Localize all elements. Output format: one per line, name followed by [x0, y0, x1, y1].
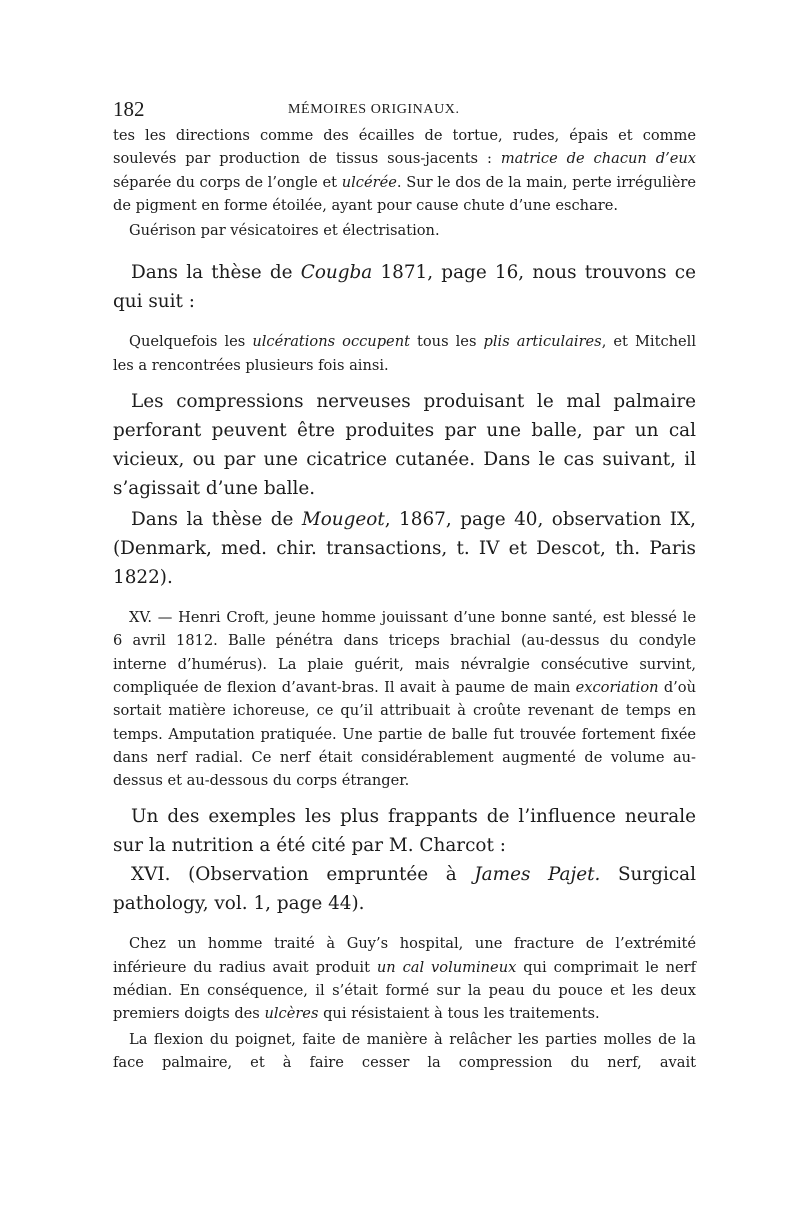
text-run: qui comprimait le nerf médian. En conséquence, il s’était formé sur la peau du pouce et les deux premiers doigts des: [113, 958, 696, 1023]
text-run: séparée du corps de l’ongle et: [113, 173, 342, 191]
italic-text-run: Mougeot: [301, 509, 385, 531]
italic-text-run: James Pajet.: [474, 864, 601, 886]
observation-xv: [113, 606, 696, 792]
paragraph-cougba-thesis: [113, 258, 696, 316]
paragraph-ulcerations-quote: [113, 330, 696, 377]
italic-text-run: matrice de chacun d’eux: [500, 150, 696, 168]
paragraph-healing: [113, 219, 696, 242]
text-run: Un des exemples les plus frappants de l’influence neurale sur la nutrition a été cité par M. Charcot :: [113, 806, 696, 857]
observation-xvi-case: [113, 932, 696, 1025]
paragraph-charcot-example: [113, 802, 696, 860]
italic-text-run: excoriation: [575, 678, 659, 696]
text-run: d’où sortait matière ichoreuse, ce qu’il attribuait à croûte revenant de temps en temps. Amputation pratiquée. Une partie de balle fut trouvée fortement fixée dans nerf radial. Ce nerf était considérablement augmenté de volume au-dessus et au-dessous du corps étranger.: [113, 678, 696, 790]
page-number: 182: [113, 97, 145, 121]
text-run: Surgical pathology, vol. 1, page 44).: [113, 864, 696, 915]
text-run: Quelquefois les: [129, 333, 253, 351]
italic-text-run: un cal volumineux: [376, 958, 517, 976]
paragraph-mougeot-thesis: [113, 505, 696, 592]
text-run: Guérison par vésicatoires et électrisation.: [129, 222, 440, 240]
text-run: 1871, page 16, nous trouvons ce qui suit :: [113, 262, 696, 313]
text-run: XVI. (Observation empruntée à: [131, 864, 475, 886]
observation-xvi-heading: [113, 860, 696, 918]
paragraph-nerve-compressions: [113, 387, 696, 503]
text-run: La flexion du poignet, faite de manière à relâcher les parties molles de la face palmaire, et à faire cesser la compression du nerf, avait: [113, 1030, 696, 1071]
paragraph-nail-description: [113, 124, 696, 217]
italic-text-run: plis articulaires: [483, 333, 602, 351]
text-run: qui résistaient à tous les traitements.: [318, 1005, 600, 1023]
text-run: , 1867, page 40, observation IX, (Denmark, med. chir. transactions, t. IV et Descot, th. Paris 1822).: [113, 509, 696, 589]
text-run: , et Mitchell les a rencontrées plusieurs fois ainsi.: [113, 333, 696, 374]
italic-text-run: ulcérée: [341, 173, 397, 191]
text-run: XV. — Henri Croft, jeune homme jouissant d’une bonne santé, est blessé le 6 avril 1812. Balle pénétra dans triceps brachial (au-dessus du condyle interne d’humérus). La plaie guérit, mais névralgie consécutive survint, compliquée de flexion d’avant-bras. Il avait à paume de main: [113, 609, 696, 696]
text-run: . Sur le dos de la main, perte irrégulière de pigment en forme étoilée, ayant pour cause chute d’une eschare.: [113, 173, 696, 214]
italic-text-run: ulcères: [264, 1005, 319, 1023]
page-header: [113, 96, 696, 122]
italic-text-run: ulcérations occupent: [252, 333, 410, 351]
text-run: Chez un homme traité à Guy’s hospital, une fracture de l’extrémité inférieure du radius avait produit: [113, 935, 696, 976]
text-run: tes les directions comme des écailles de tortue, rudes, épais et comme soulevés par production de tissus sous-jacents :: [113, 127, 696, 168]
book-page: [113, 96, 696, 1074]
text-run: Dans la thèse de: [131, 262, 301, 284]
text-run: tous les: [409, 333, 484, 351]
italic-text-run: Cougba: [300, 262, 373, 284]
text-run: Dans la thèse de: [131, 509, 302, 531]
running-title: MÉMOIRES ORIGINAUX.: [288, 102, 460, 117]
text-run: Les compressions nerveuses produisant le mal palmaire perforant peuvent être produites par une balle, par un cal vicieux, ou par une cicatrice cutanée. Dans le cas suivant, il s’agissait d’une balle.: [113, 391, 696, 500]
paragraph-wrist-flexion: [113, 1028, 696, 1075]
